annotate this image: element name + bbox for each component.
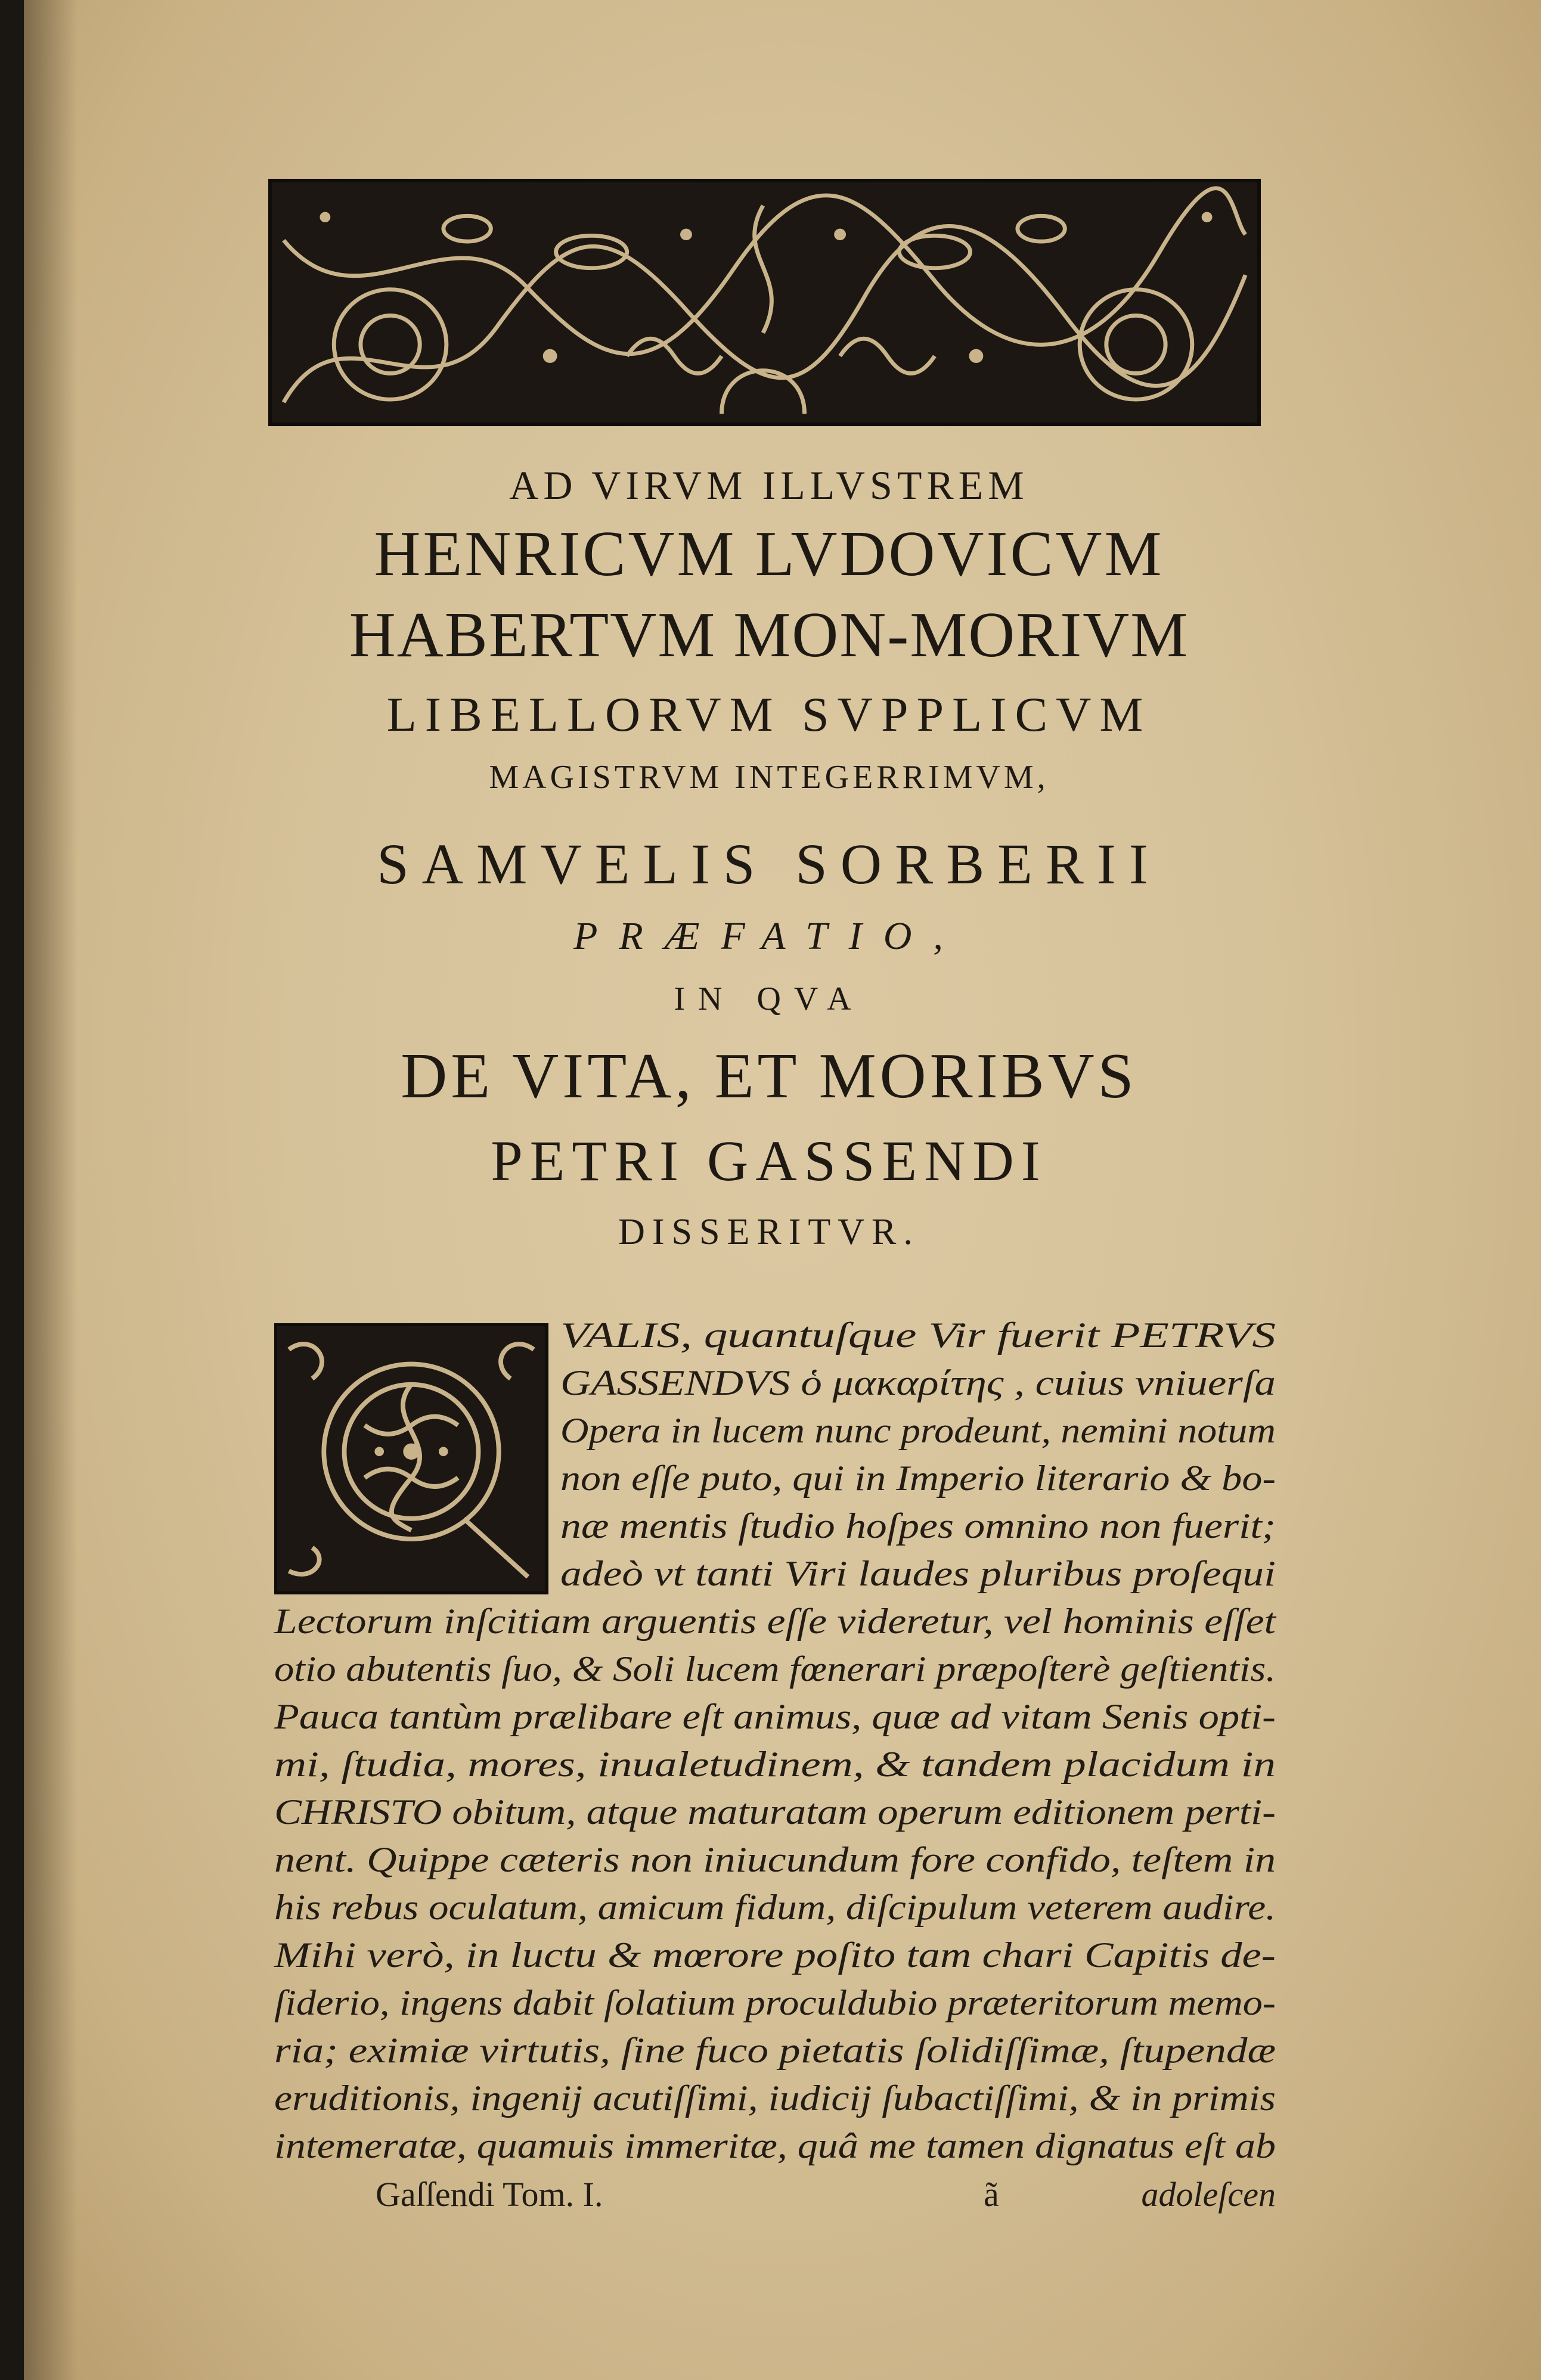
disseritur-line: DISSERITVR. [618,1212,920,1252]
text-line: eruditionis, ingenij acutiſſimi, iudicij ſubactiſſimi, & in primis [274,2078,1276,2118]
text-line: adeò vt tanti Viri laudes pluribus proſequi [560,1554,1276,1593]
initial-q-icon [274,1323,548,1594]
text-line: Pauca tantùm prælibare eſt animus, quæ ad vitam Senis opti- [274,1697,1276,1736]
dedicatee-name-line-2: HABERTVM MON-MORIVM [349,600,1189,671]
dedication-line: AD VIRVM ILLVSTREM [509,463,1029,508]
text-line: his rebus oculatum, amicum fidum, diſcipulum veterem audire. [274,1888,1276,1927]
dedicatee-office-line-1: LIBELLORVM SVPPLICVM [386,687,1152,741]
text-line: ſiderio, ingens dabit ſolatium proculdubio præteritorum memo- [274,1983,1276,2022]
subject-line-1: DE VITA, ET MORIBVS [401,1041,1137,1112]
text-line: mi, ſtudia, mores, inualetudinem, & tandem placidum in [274,1745,1276,1784]
catchword: adoleſcen [1141,2175,1276,2214]
text-line: Lectorum inſcitiam arguentis eſſe videretur, vel hominis eſſet [274,1602,1276,1641]
text-line: næ mentis ſtudio hoſpes omnino non fuerit; [560,1506,1276,1546]
preface-heading: PRÆFATIO, [573,914,965,958]
text-line: Mihi verò, in luctu & mœrore poſito tam chari Capitis de- [274,1935,1276,1975]
text-line: Opera in lucem nunc prodeunt, nemini notum [560,1411,1276,1450]
text-line: CHRISTO obitum, atque maturatam operum editionem perti- [274,1792,1276,1832]
dedicatee-office-line-2: MAGISTRVM INTEGERRIMVM, [489,759,1049,796]
header-ornament-icon [268,179,1261,426]
author-name: SAMVELIS SORBERII [377,832,1161,896]
book-page [24,0,1541,2380]
text-line: intemeratæ, quamuis immeritæ, quâ me tamen dignatus eſt ab [274,2126,1276,2165]
in-qua-line: IN QVA [674,980,864,1017]
subject-name: PETRI GASSENDI [491,1129,1047,1193]
dedicatee-name-line-1: HENRICVM LVDOVICVM [374,519,1164,589]
text-line: ria; eximiæ virtutis, ſine fuco pietatis ſolidiſſimæ, ſtupendæ [274,2031,1276,2070]
signature-line: Gaſſendi Tom. I. [376,2175,603,2214]
text-line: nent. Quippe cæteris non iniucundum fore confido, teſtem in [274,1840,1276,1879]
text-line: otio abutentis ſuo, & Soli lucem fœnerari præpoſterè geſtientis. [274,1649,1276,1689]
signature-mark: ã [984,2175,999,2214]
text-line: GASSENDVS ὁ μακαρίτης , cuius vniuerſa [560,1363,1276,1402]
page-footer [274,2174,1276,2216]
text-line: non eſſe puto, qui in Imperio literario & bo- [560,1459,1276,1498]
text-line: VALIS, quantuſque Vir fuerit PETRVS [560,1315,1276,1355]
title-block [203,453,1335,1250]
